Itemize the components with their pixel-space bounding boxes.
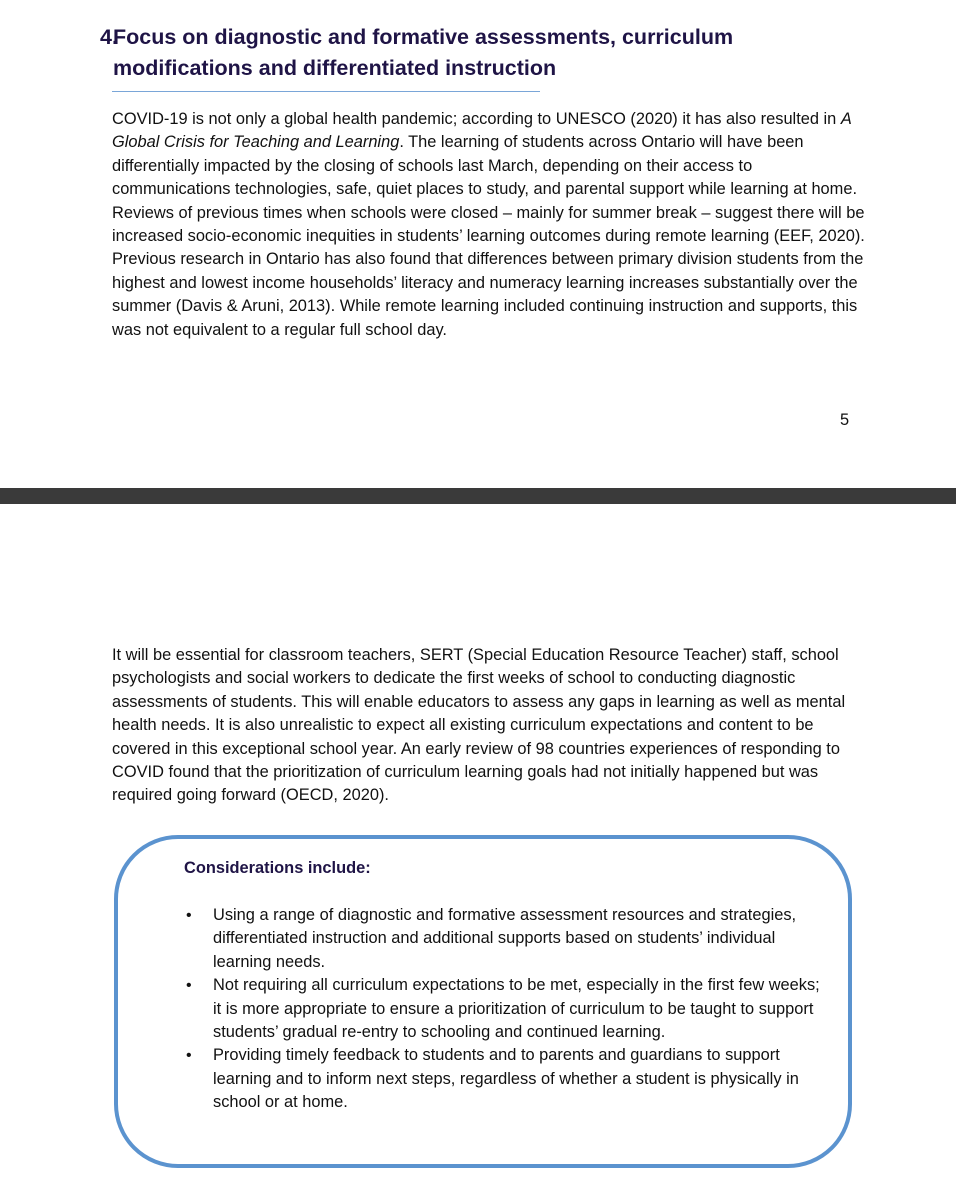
intro-paragraph-text-1: COVID-19 is not only a global health pandemic; according to UNESCO (2020) it has also resulted in <box>112 110 841 128</box>
considerations-title: Considerations include: <box>184 859 371 877</box>
section-heading-line-1: Focus on diagnostic and formative assessments, curriculum <box>113 25 734 49</box>
document-page-bottom <box>0 504 956 1200</box>
assessment-paragraph: It will be essential for classroom teachers, SERT (Special Education Resource Teacher) staff, school psychologists and social workers to dedicate the first weeks of school to conducting diagnostic assessments of students. This will enable educators to assess any gaps in learning as well as mental health needs. It is also unrealistic to expect all existing curriculum expectations and content to be covered in this exceptional school year. An early review of 98 countries experiences of responding to COVID found that the prioritization of curriculum learning goals had not initially happened but was required going forward (OECD, 2020). <box>112 646 846 805</box>
section-number: 4. <box>100 25 118 49</box>
intro-paragraph-text-2: . The learning of students across Ontario will have been differentially impacted by the closing of schools last March, depending on their access to communications technologies, safe, quiet places to study, and parental support while learning at home. Reviews of previous times when schools were closed – mainly for summer break – suggest there will be increased socio-economic inequities in students’ learning outcomes during remote learning (EEF, 2020). Previous research in Ontario has also found that differences between primary division students from the highest and lowest income households’ literacy and numeracy learning increases substantially over the summer (Davis & Aruni, 2013). While remote learning included continuing instruction and supports, this was not equivalent to a regular full school day. <box>112 133 865 339</box>
list-item <box>184 974 824 1044</box>
list-item-text: Not requiring all curriculum expectations to be met, especially in the first few weeks; it is more appropriate to ensure a prioritization of curriculum to be taught to support students’ gradual re-entry to schooling and continued learning. <box>213 976 820 1042</box>
section-heading-line-2: modifications and differentiated instruction <box>113 56 557 80</box>
bullet-icon: • <box>186 907 192 924</box>
page-separator <box>0 488 956 504</box>
list-item <box>184 1044 824 1114</box>
list-item-text: Providing timely feedback to students and to parents and guardians to support learning and to inform next steps, regardless of whether a student is physically in school or at home. <box>213 1046 799 1112</box>
list-item-text: Using a range of diagnostic and formative assessment resources and strategies, differentiated instruction and additional supports based on students’ individual learning needs. <box>213 906 797 971</box>
considerations-list <box>184 904 824 1115</box>
report-title-italic: A Global Crisis for Teaching and Learning <box>112 110 852 152</box>
section-heading <box>100 22 820 84</box>
page-number: 5 <box>840 411 850 429</box>
list-item <box>184 904 824 974</box>
bullet-icon: • <box>186 977 192 995</box>
bullet-icon: • <box>186 1047 192 1065</box>
document-page-top <box>0 0 956 488</box>
heading-underline <box>112 91 540 92</box>
intro-paragraph <box>112 108 872 342</box>
